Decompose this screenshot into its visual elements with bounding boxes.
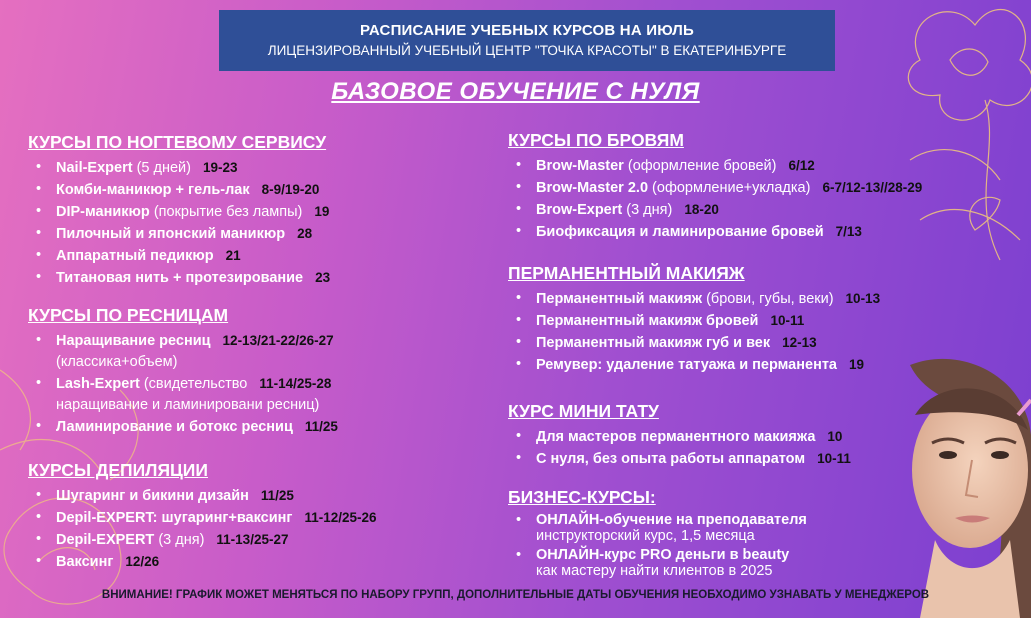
course-description: (покрытие без лампы) [153, 204, 303, 220]
bullet-icon: • [516, 179, 522, 195]
model-portrait [840, 355, 1031, 618]
course-name: Nail-Expert [56, 160, 133, 176]
course-dates: 6/12 [788, 158, 815, 173]
course-description: (5 дней) [136, 160, 191, 176]
section-depilation [28, 460, 488, 573]
bullet-icon: • [516, 201, 522, 217]
course-subtext: наращивание и ламинировани ресниц) [56, 397, 320, 413]
section-title: КУРС МИНИ ТАТУ [508, 401, 659, 421]
course-dates: 11-14/25-28 [259, 376, 332, 391]
course-name: Биофиксация и ламинирование бровей [536, 224, 824, 240]
course-name: Аппаратный педикюр [56, 248, 214, 264]
course-name: Brow-Expert [536, 202, 623, 218]
bullet-icon: • [36, 332, 42, 348]
course-name: Brow-Master [536, 158, 624, 174]
course-name: DIP-маникюр [56, 204, 150, 220]
course-item [508, 310, 1018, 332]
course-item [508, 155, 1018, 177]
course-dates: 19-23 [202, 160, 238, 175]
course-name: Пилочный и японский маникюр [56, 226, 286, 242]
course-dates: 19 [849, 357, 865, 372]
bullet-icon: • [36, 509, 42, 525]
course-dates: 18-20 [684, 202, 719, 217]
course-dates: 23 [315, 270, 331, 285]
course-dates: 10-11 [817, 451, 851, 466]
course-description: (3 дня) [626, 202, 673, 218]
bullet-icon: • [516, 312, 522, 328]
course-name: С нуля, без опыта работы аппаратом [536, 451, 806, 467]
course-name: Перманентный макияж бровей [536, 313, 759, 329]
course-dates: 11/25 [260, 488, 294, 503]
course-item [28, 529, 488, 551]
course-item [28, 485, 488, 507]
course-subtext: (классика+объем) [56, 354, 178, 370]
course-item [28, 551, 488, 573]
course-dates: 28 [297, 226, 313, 241]
course-dates: 10 [827, 429, 843, 444]
header-subtitle: ЛИЦЕНЗИРОВАННЫЙ УЧЕБНЫЙ ЦЕНТР "ТОЧКА КРАСОТЫ" В ЕКАТЕРИНБУРГЕ [267, 43, 787, 58]
course-name: Ламинирование и ботокс ресниц [56, 419, 293, 435]
course-item [508, 332, 1018, 354]
course-name: Перманентный макияж [536, 291, 703, 307]
course-item [508, 199, 1018, 221]
bullet-icon: • [516, 223, 522, 239]
bullet-icon: • [36, 269, 42, 285]
main-title: БАЗОВОЕ ОБУЧЕНИЕ С НУЛЯ [331, 78, 700, 105]
header-banner [219, 10, 835, 71]
bullet-icon: • [36, 159, 42, 175]
course-subtext: как мастеру найти клиентов в 2025 [536, 563, 773, 579]
course-description: (брови, губы, веки) [706, 291, 834, 307]
course-name: ОНЛАЙН-курс PRO деньги в beauty [536, 547, 790, 563]
course-dates: 21 [225, 248, 241, 263]
section-title: КУРСЫ ПО РЕСНИЦАМ [28, 305, 229, 325]
course-name: Наращивание ресниц [56, 333, 211, 349]
course-dates: 11-12/25-26 [304, 510, 377, 525]
course-name: Depil-EXPERT [56, 532, 155, 548]
bullet-icon: • [36, 181, 42, 197]
course-name: Перманентный макияж губ и век [536, 335, 771, 351]
course-item [28, 201, 488, 223]
course-dates: 11-13/25-27 [216, 532, 289, 547]
section-lashes [28, 305, 488, 438]
course-dates: 12-13 [782, 335, 817, 350]
course-dates: 12-13/21-22/26-27 [222, 333, 334, 348]
course-dates: 6-7/12-13//28-29 [822, 180, 923, 195]
course-dates: 10-13 [845, 291, 881, 306]
section-title: КУРСЫ ПО НОГТЕВОМУ СЕРВИСУ [28, 132, 327, 152]
section-title: БИЗНЕС-КУРСЫ: [508, 487, 656, 507]
course-name: Для мастеров перманентного макияжа [536, 429, 816, 445]
bullet-icon: • [516, 512, 522, 528]
course-dates: 10-11 [770, 313, 805, 328]
course-item [28, 267, 488, 289]
bullet-icon: • [36, 203, 42, 219]
course-description: (оформление+укладка) [652, 180, 811, 196]
bullet-icon: • [36, 418, 42, 434]
course-item [28, 157, 488, 179]
bullet-icon: • [516, 547, 522, 563]
bullet-icon: • [36, 487, 42, 503]
course-description: (оформление бровей) [627, 158, 777, 174]
course-item [508, 221, 1018, 243]
course-item [28, 416, 488, 438]
bullet-icon: • [36, 225, 42, 241]
course-item [508, 177, 1018, 199]
course-description: (свидетельство [143, 376, 248, 392]
bullet-icon: • [516, 428, 522, 444]
course-name: Титановая нить + протезирование [56, 270, 304, 286]
course-dates: 19 [314, 204, 330, 219]
course-dates: 8-9/19-20 [261, 182, 320, 197]
bullet-icon: • [36, 531, 42, 547]
course-subtext: инструкторский курс, 1,5 месяца [536, 528, 755, 544]
course-item [28, 179, 488, 201]
course-item [28, 245, 488, 267]
bullet-icon: • [36, 553, 42, 569]
course-name: Ремувер: удаление татуажа и перманента [536, 357, 837, 373]
course-item [508, 547, 848, 579]
section-business [508, 487, 848, 582]
section-title: ПЕРМАНЕНТНЫЙ МАКИЯЖ [508, 263, 745, 283]
course-dates: 12/26 [125, 554, 160, 569]
course-item [28, 373, 488, 416]
bullet-icon: • [516, 334, 522, 350]
course-description: (3 дня) [158, 532, 205, 548]
bullet-icon: • [36, 375, 42, 391]
section-brows [508, 130, 1018, 243]
course-item [508, 512, 848, 544]
bullet-icon: • [36, 247, 42, 263]
section-title: КУРСЫ ДЕПИЛЯЦИИ [28, 460, 208, 480]
section-nails [28, 132, 488, 289]
course-dates: 7/13 [835, 224, 862, 239]
footer-notice: ВНИМАНИЕ! ГРАФИК МОЖЕТ МЕНЯТЬСЯ ПО НАБОРУ ГРУПП, ДОПОЛНИТЕЛЬНЫЕ ДАТЫ ОБУЧЕНИЯ НЕОБХОДИМО УЗНАВАТЬ У МЕНЕДЖЕРОВ [101, 589, 930, 601]
bullet-icon: • [516, 450, 522, 466]
course-item [28, 330, 488, 373]
course-name: Brow-Master 2.0 [536, 180, 649, 196]
course-dates: 11/25 [304, 419, 338, 434]
course-name: Lash-Expert [56, 376, 140, 392]
bullet-icon: • [516, 356, 522, 372]
section-title: КУРСЫ ПО БРОВЯМ [508, 130, 684, 150]
course-item [508, 288, 1018, 310]
bullet-icon: • [516, 290, 522, 306]
course-item [28, 223, 488, 245]
course-name: Depil-EXPERT: шугаринг+ваксинг [56, 510, 293, 526]
course-name: Ваксинг [56, 554, 114, 570]
bullet-icon: • [516, 157, 522, 173]
course-name: Комби-маникюр + гель-лак [56, 182, 250, 198]
header-title: РАСПИСАНИЕ УЧЕБНЫХ КУРСОВ НА ИЮЛЬ [360, 22, 694, 39]
course-name: Шугаринг и бикини дизайн [56, 488, 249, 504]
course-name: ОНЛАЙН-обучение на преподавателя [536, 512, 807, 528]
course-item [28, 507, 488, 529]
